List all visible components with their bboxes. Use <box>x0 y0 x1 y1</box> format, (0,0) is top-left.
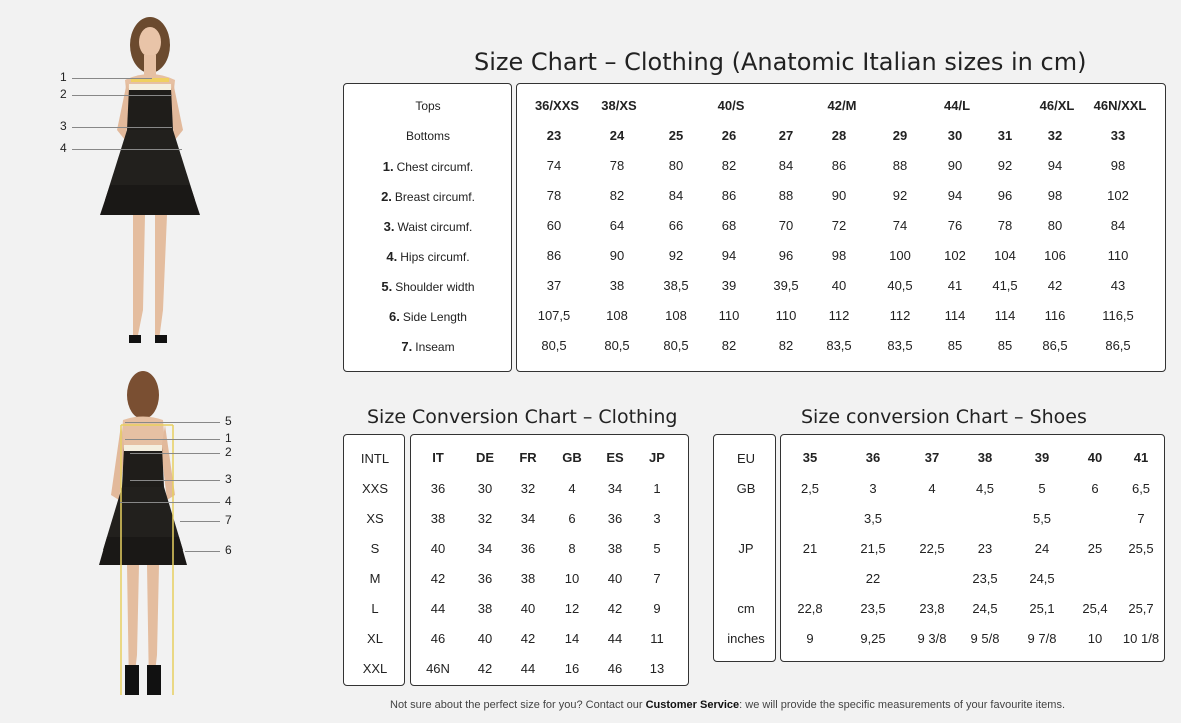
measure-value: 92 <box>668 248 684 263</box>
conv-value: 14 <box>564 631 580 646</box>
shoe-inches: 10 1/8 <box>1122 631 1160 646</box>
shoe-eu: 41 <box>1133 450 1149 465</box>
measure-value: 83,5 <box>826 338 852 353</box>
measure-value: 90 <box>947 158 963 173</box>
shoe-eu: 39 <box>1034 450 1050 465</box>
conv-value: 34 <box>607 481 623 496</box>
shoe-gb-extra: 3,5 <box>863 511 883 526</box>
measure-value: 90 <box>831 188 847 203</box>
front-marker-4: 4 <box>60 141 67 155</box>
shoe-inches: 10 <box>1087 631 1103 646</box>
conv-header: IT <box>432 450 444 465</box>
measure-value: 92 <box>997 158 1013 173</box>
measure-value: 85 <box>947 338 963 353</box>
shoe-eu: 36 <box>865 450 881 465</box>
intl-size: XL <box>367 631 383 646</box>
bottoms-label: Bottoms <box>405 129 451 143</box>
conv-value: 36 <box>430 481 446 496</box>
front-marker-3: 3 <box>60 119 67 133</box>
measure-value: 80 <box>668 158 684 173</box>
conv-value: 40 <box>477 631 493 646</box>
bottoms-size: 28 <box>831 128 847 143</box>
shoe-label-cm: cm <box>737 601 755 616</box>
measure-value: 94 <box>947 188 963 203</box>
shoe-cm: 23,8 <box>919 601 945 616</box>
measure-value: 112 <box>889 308 911 323</box>
measure-value: 94 <box>1047 158 1063 173</box>
front-marker-2: 2 <box>60 87 67 101</box>
measure-value: 39 <box>721 278 737 293</box>
shoe-gb: 4 <box>928 481 936 496</box>
measure-label: 1. Chest circumf. <box>382 159 474 174</box>
intl-size: M <box>369 571 381 586</box>
measure-value: 74 <box>892 218 908 233</box>
measure-value: 83,5 <box>887 338 913 353</box>
conv-values-box <box>410 434 689 686</box>
tops-size: 38/XS <box>601 98 637 113</box>
bottoms-size: 30 <box>947 128 963 143</box>
measure-label: 6. Side Length <box>389 309 467 324</box>
measure-value: 114 <box>944 308 966 323</box>
measure-value: 68 <box>721 218 737 233</box>
conv-value: 42 <box>520 631 536 646</box>
back-marker-3: 3 <box>225 472 232 486</box>
measure-value: 72 <box>831 218 847 233</box>
measure-value: 41 <box>947 278 963 293</box>
conv-value: 12 <box>564 601 580 616</box>
measure-value: 82 <box>778 338 794 353</box>
conv-value: 44 <box>607 631 623 646</box>
measure-value: 80 <box>1047 218 1063 233</box>
measure-value: 42 <box>1047 278 1063 293</box>
measure-label: 4. Hips circumf. <box>386 249 470 264</box>
shoes-values-box <box>780 434 1165 662</box>
shoe-cm: 25,4 <box>1082 601 1108 616</box>
shoe-cm: 25,1 <box>1029 601 1055 616</box>
measure-value: 40 <box>831 278 847 293</box>
conv-value: 38 <box>520 571 536 586</box>
measure-value: 66 <box>668 218 684 233</box>
measure-value: 80,5 <box>604 338 630 353</box>
conv-value: 13 <box>649 661 665 676</box>
shoe-gb-extra: 5,5 <box>1032 511 1052 526</box>
measure-value: 80,5 <box>541 338 567 353</box>
conv-value: 42 <box>477 661 493 676</box>
measure-value: 84 <box>668 188 684 203</box>
measure-label: 7. Inseam <box>401 339 455 354</box>
measure-value: 40,5 <box>887 278 913 293</box>
measure-value: 84 <box>1110 218 1126 233</box>
shoe-jp: 23 <box>977 541 993 556</box>
shoe-cm: 23,5 <box>860 601 886 616</box>
measure-value: 98 <box>1110 158 1126 173</box>
measure-value: 37 <box>546 278 562 293</box>
conv-value: 6 <box>568 511 576 526</box>
shoe-eu: 40 <box>1087 450 1103 465</box>
shoes-title: Size conversion Chart – Shoes <box>801 406 1087 428</box>
measure-value: 106 <box>1044 248 1066 263</box>
measure-value: 92 <box>892 188 908 203</box>
conv-value: 40 <box>607 571 623 586</box>
shoe-inches: 9 5/8 <box>970 631 1000 646</box>
measure-value: 90 <box>609 248 625 263</box>
measure-value: 96 <box>997 188 1013 203</box>
back-marker-7: 7 <box>225 513 232 527</box>
conv-header: DE <box>475 450 495 465</box>
bottoms-size: 26 <box>721 128 737 143</box>
front-dress-figure <box>55 10 255 355</box>
conv-value: 36 <box>520 541 536 556</box>
measure-value: 100 <box>889 248 911 263</box>
conv-header: ES <box>606 450 624 465</box>
shoe-eu: 35 <box>802 450 818 465</box>
bottoms-size: 32 <box>1047 128 1063 143</box>
shoe-label-gb: GB <box>736 481 756 496</box>
conv-value: 40 <box>520 601 536 616</box>
main-title: Size Chart – Clothing (Anatomic Italian sizes in cm) <box>474 48 1087 76</box>
conv-value: 34 <box>477 541 493 556</box>
tops-size: 44/L <box>943 98 971 113</box>
bottoms-size: 31 <box>997 128 1013 143</box>
shoe-inches: 9 3/8 <box>917 631 947 646</box>
shoe-jp-extra: 24,5 <box>1029 571 1055 586</box>
measure-value: 112 <box>828 308 850 323</box>
measure-label: 3. Waist circumf. <box>383 219 473 234</box>
conv-value: 40 <box>430 541 446 556</box>
measure-value: 88 <box>892 158 908 173</box>
measure-value: 108 <box>665 308 687 323</box>
tops-size: 40/S <box>717 98 745 113</box>
shoe-label-jp: JP <box>738 541 754 556</box>
shoe-eu: 37 <box>924 450 940 465</box>
bottoms-size: 24 <box>609 128 625 143</box>
measure-value: 88 <box>778 188 794 203</box>
conv-value: 16 <box>564 661 580 676</box>
conv-value: 44 <box>520 661 536 676</box>
measure-value: 78 <box>997 218 1013 233</box>
measure-value: 85 <box>997 338 1013 353</box>
intl-size: XXS <box>361 481 389 496</box>
conv-value: 10 <box>564 571 580 586</box>
shoe-inches: 9 <box>806 631 814 646</box>
conv-value: 44 <box>430 601 446 616</box>
measure-value: 98 <box>1047 188 1063 203</box>
bottoms-size: 27 <box>778 128 794 143</box>
shoe-label-inches: inches <box>727 631 765 646</box>
shoe-cm: 22,8 <box>797 601 823 616</box>
measure-value: 74 <box>546 158 562 173</box>
shoe-jp: 24 <box>1034 541 1050 556</box>
conv-value: 42 <box>430 571 446 586</box>
measure-value: 76 <box>947 218 963 233</box>
tops-size: 46/XL <box>1039 98 1075 113</box>
conv-value: 11 <box>650 631 664 646</box>
conv-value: 46N <box>426 661 450 676</box>
measure-value: 86 <box>721 188 737 203</box>
shoe-label-eu: EU <box>736 451 756 466</box>
back-dress-figure <box>95 365 205 710</box>
conv-value: 46 <box>430 631 446 646</box>
conv-value: 7 <box>653 571 661 586</box>
bottoms-size: 23 <box>546 128 562 143</box>
measure-value: 84 <box>778 158 794 173</box>
back-marker-2: 2 <box>225 445 232 459</box>
conv-value: 8 <box>568 541 576 556</box>
measure-value: 82 <box>721 338 737 353</box>
conv-value: 46 <box>607 661 623 676</box>
measure-label: 2. Breast circumf. <box>381 189 475 204</box>
measure-value: 96 <box>778 248 794 263</box>
measure-value: 86,5 <box>1042 338 1068 353</box>
measure-value: 60 <box>546 218 562 233</box>
conv-intl-box <box>343 434 405 686</box>
tops-size: 36/XXS <box>534 98 580 113</box>
measure-value: 104 <box>994 248 1016 263</box>
measure-value: 86 <box>831 158 847 173</box>
measure-value: 110 <box>775 308 797 323</box>
measure-value: 78 <box>546 188 562 203</box>
conv-value: 32 <box>520 481 536 496</box>
measure-value: 82 <box>609 188 625 203</box>
shoe-gb: 6,5 <box>1131 481 1151 496</box>
shoe-inches: 9,25 <box>860 631 886 646</box>
conv-value: 42 <box>607 601 623 616</box>
bottoms-size: 33 <box>1110 128 1126 143</box>
shoe-gb: 5 <box>1038 481 1046 496</box>
shoe-jp-extra: 22 <box>865 571 881 586</box>
shoe-gb: 4,5 <box>975 481 995 496</box>
intl-size: L <box>371 601 379 616</box>
intl-header: INTL <box>360 451 390 466</box>
back-marker-6: 6 <box>225 543 232 557</box>
shoe-cm: 24,5 <box>972 601 998 616</box>
conv-value: 36 <box>607 511 623 526</box>
measure-value: 39,5 <box>773 278 799 293</box>
shoe-jp: 21,5 <box>860 541 886 556</box>
conv-value: 4 <box>568 481 576 496</box>
measure-value: 70 <box>778 218 794 233</box>
tops-size: 42/M <box>827 98 857 113</box>
measure-value: 64 <box>609 218 625 233</box>
back-marker-1: 1 <box>225 431 232 445</box>
conv-title: Size Conversion Chart – Clothing <box>367 406 678 428</box>
front-marker-1: 1 <box>60 70 67 84</box>
back-marker-5: 5 <box>225 414 232 428</box>
shoe-jp: 25 <box>1087 541 1103 556</box>
conv-value: 38 <box>430 511 446 526</box>
shoe-jp-extra: 23,5 <box>972 571 998 586</box>
measure-value: 108 <box>606 308 628 323</box>
shoe-jp: 21 <box>802 541 818 556</box>
footer-note: Not sure about the perfect size for you? Contact our Customer Service: we will provide the specific measurements of your favourite items. <box>390 699 1065 711</box>
shoe-inches: 9 7/8 <box>1027 631 1057 646</box>
bottoms-size: 29 <box>892 128 908 143</box>
bottoms-size: 25 <box>668 128 684 143</box>
measure-value: 110 <box>1107 248 1129 263</box>
measure-value: 38,5 <box>663 278 689 293</box>
shoe-eu: 38 <box>977 450 993 465</box>
conv-value: 9 <box>653 601 661 616</box>
tops-size: 46N/XXL <box>1093 98 1147 113</box>
shoe-gb: 2,5 <box>800 481 820 496</box>
tops-label: Tops <box>415 99 441 113</box>
conv-value: 32 <box>477 511 493 526</box>
measure-value: 86 <box>546 248 562 263</box>
shoe-gb: 6 <box>1091 481 1099 496</box>
conv-value: 3 <box>653 511 661 526</box>
back-marker-4: 4 <box>225 494 232 508</box>
intl-size: XS <box>366 511 384 526</box>
measure-value: 116,5 <box>1102 308 1134 323</box>
shoe-jp: 25,5 <box>1128 541 1154 556</box>
measure-value: 80,5 <box>663 338 689 353</box>
measure-value: 41,5 <box>992 278 1018 293</box>
measure-value: 82 <box>721 158 737 173</box>
conv-value: 5 <box>653 541 661 556</box>
shoe-gb-extra: 7 <box>1137 511 1145 526</box>
measure-value: 43 <box>1110 278 1126 293</box>
shoe-cm: 25,7 <box>1128 601 1154 616</box>
measure-value: 102 <box>944 248 966 263</box>
conv-value: 30 <box>477 481 493 496</box>
conv-header: FR <box>519 450 537 465</box>
measure-label: 5. Shoulder width <box>381 279 475 294</box>
measure-value: 98 <box>831 248 847 263</box>
measure-value: 38 <box>609 278 625 293</box>
conv-value: 38 <box>607 541 623 556</box>
measure-value: 78 <box>609 158 625 173</box>
measure-value: 86,5 <box>1105 338 1131 353</box>
conv-header: GB <box>562 450 582 465</box>
intl-size: XXL <box>362 661 388 676</box>
intl-size: S <box>370 541 380 556</box>
conv-header: JP <box>649 450 665 465</box>
conv-value: 38 <box>477 601 493 616</box>
measure-value: 114 <box>994 308 1016 323</box>
shoe-jp: 22,5 <box>919 541 945 556</box>
conv-value: 34 <box>520 511 536 526</box>
measure-value: 110 <box>718 308 740 323</box>
conv-value: 36 <box>477 571 493 586</box>
measure-value: 102 <box>1107 188 1129 203</box>
conv-value: 1 <box>653 481 661 496</box>
measure-value: 107,5 <box>537 308 571 323</box>
measure-value: 94 <box>721 248 737 263</box>
measure-value: 116 <box>1044 308 1066 323</box>
shoe-gb: 3 <box>869 481 877 496</box>
customer-service-link[interactable]: Customer Service <box>645 699 740 711</box>
